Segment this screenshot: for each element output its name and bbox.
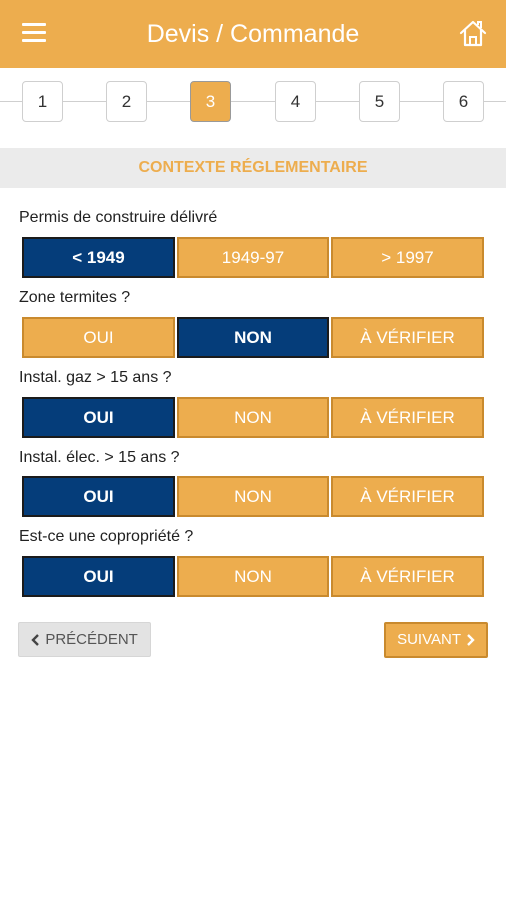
question-label-zone-termites: Zone termites ?: [19, 289, 131, 306]
option-permis-construire-3[interactable]: > 1997: [331, 237, 484, 278]
option-copropriete-3[interactable]: À VÉRIFIER: [331, 556, 484, 597]
option-installation-elec-3[interactable]: À VÉRIFIER: [331, 476, 484, 517]
question-label-installation-elec: Instal. élec. > 15 ans ?: [19, 449, 180, 466]
chevron-right-icon: [465, 634, 475, 646]
step-3[interactable]: 3: [190, 81, 231, 122]
option-installation-gaz-3[interactable]: À VÉRIFIER: [331, 397, 484, 438]
option-installation-elec-1[interactable]: OUI: [22, 476, 175, 517]
option-permis-construire-2[interactable]: 1949-97: [177, 237, 329, 278]
option-zone-termites-2[interactable]: NON: [177, 317, 329, 358]
option-installation-gaz-2[interactable]: NON: [177, 397, 329, 438]
option-copropriete-1[interactable]: OUI: [22, 556, 175, 597]
option-copropriete-2[interactable]: NON: [177, 556, 329, 597]
step-4[interactable]: 4: [275, 81, 316, 122]
step-5[interactable]: 5: [359, 81, 400, 122]
top-app-bar: [0, 0, 506, 68]
option-installation-elec-2[interactable]: NON: [177, 476, 329, 517]
step-indicator: [0, 68, 506, 146]
option-permis-construire-1[interactable]: < 1949: [22, 237, 175, 278]
option-installation-gaz-1[interactable]: OUI: [22, 397, 175, 438]
home-icon[interactable]: [458, 18, 488, 48]
step-6[interactable]: 6: [443, 81, 484, 122]
section-title: CONTEXTE RÉGLEMENTAIRE: [0, 148, 506, 188]
option-zone-termites-1[interactable]: OUI: [22, 317, 175, 358]
chevron-left-icon: [31, 634, 41, 646]
step-connector-line: [0, 101, 506, 102]
question-label-copropriete: Est-ce une copropriété ?: [19, 528, 194, 545]
next-button[interactable]: [384, 622, 488, 658]
option-zone-termites-3[interactable]: À VÉRIFIER: [331, 317, 484, 358]
next-button-label: SUIVANT: [397, 631, 461, 648]
page-title: Devis / Commande: [146, 20, 360, 48]
previous-button[interactable]: [18, 622, 151, 657]
step-2[interactable]: 2: [106, 81, 147, 122]
step-1[interactable]: 1: [22, 81, 63, 122]
question-label-permis-construire: Permis de construire délivré: [19, 209, 218, 226]
question-label-installation-gaz: Instal. gaz > 15 ans ?: [19, 369, 172, 386]
previous-button-label: PRÉCÉDENT: [45, 631, 138, 648]
